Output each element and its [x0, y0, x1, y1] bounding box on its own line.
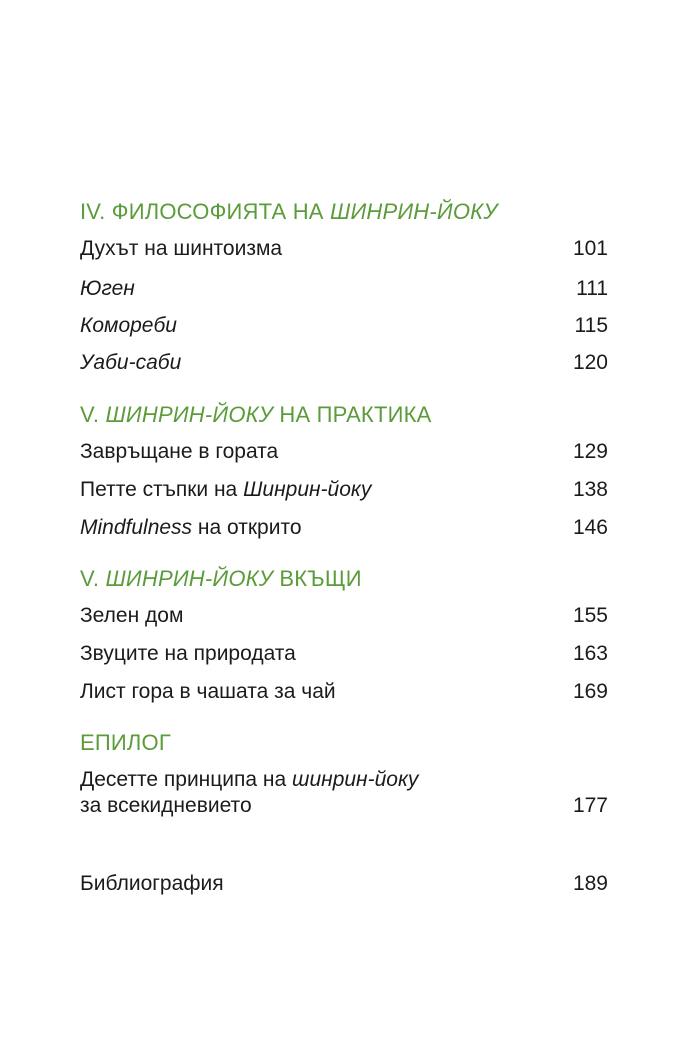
toc-page-number: 101	[572, 237, 608, 260]
toc-page-number: 155	[572, 604, 608, 627]
toc-page-number: 111	[576, 277, 608, 300]
toc-entry-title: Mindfulness на открито	[80, 516, 302, 539]
toc-entry-title: Библиография	[80, 872, 224, 895]
toc-page-number: 129	[572, 440, 608, 463]
table-of-contents	[80, 0, 608, 1050]
heading-text: IV. ФИЛОСОФИЯТА НА	[80, 199, 330, 224]
heading-text: V.	[80, 402, 106, 427]
toc-page-number: 146	[572, 516, 608, 539]
toc-entry-title: Юген	[80, 277, 135, 300]
toc-entry-title: Комореби	[80, 314, 177, 337]
toc-page-number: 115	[574, 314, 608, 337]
toc-page-number: 177	[572, 794, 608, 817]
toc-entry-title-line2: за всекидневието	[80, 794, 252, 817]
heading-rest: ВКЪЩИ	[273, 566, 362, 591]
toc-entry[interactable]	[80, 679, 608, 705]
toc-entry-title: Уаби-саби	[80, 351, 182, 374]
toc-page-number: 169	[572, 680, 608, 703]
heading-text: V.	[80, 566, 106, 591]
toc-entry[interactable]	[80, 439, 608, 465]
toc-entry[interactable]	[80, 515, 608, 541]
toc-page-number: 163	[572, 642, 608, 665]
section-heading-v-home	[80, 566, 362, 592]
section-heading-v-practice	[80, 402, 432, 428]
toc-entry[interactable]	[80, 767, 608, 819]
heading-italic: ШИНРИН-ЙОКУ	[105, 566, 274, 591]
toc-page-number: 189	[572, 872, 608, 895]
toc-page-number: 138	[572, 478, 608, 501]
toc-entry[interactable]	[80, 641, 608, 667]
toc-entry-title: Десетте принципа на шинрин-йоку	[80, 768, 419, 791]
toc-entry-title: Завръщане в гората	[80, 440, 279, 463]
toc-entry-title: Духът на шинтоизма	[80, 237, 283, 260]
toc-entry-title: Лист гора в чашата за чай	[80, 680, 336, 703]
toc-entry[interactable]	[80, 276, 608, 302]
heading-rest: НА ПРАКТИКА	[273, 402, 432, 427]
heading-italic: ШИНРИН-ЙОКУ	[330, 199, 498, 224]
toc-entry[interactable]	[80, 350, 608, 376]
toc-entry[interactable]	[80, 236, 608, 262]
section-heading-epilogue	[80, 730, 171, 756]
toc-entry[interactable]	[80, 603, 608, 629]
toc-entry-title: Звуците на природата	[80, 642, 296, 665]
toc-entry[interactable]	[80, 477, 608, 503]
toc-entry-title: Петте стъпки на Шинрин-йоку	[80, 478, 372, 501]
toc-entry-bibliography[interactable]	[80, 871, 608, 897]
heading-text: ЕПИЛОГ	[80, 730, 171, 755]
toc-entry[interactable]	[80, 313, 608, 339]
heading-italic: ШИНРИН-ЙОКУ	[105, 402, 274, 427]
section-heading-iv	[80, 199, 498, 225]
toc-page-number: 120	[572, 351, 608, 374]
toc-entry-title: Зелен дом	[80, 604, 184, 627]
